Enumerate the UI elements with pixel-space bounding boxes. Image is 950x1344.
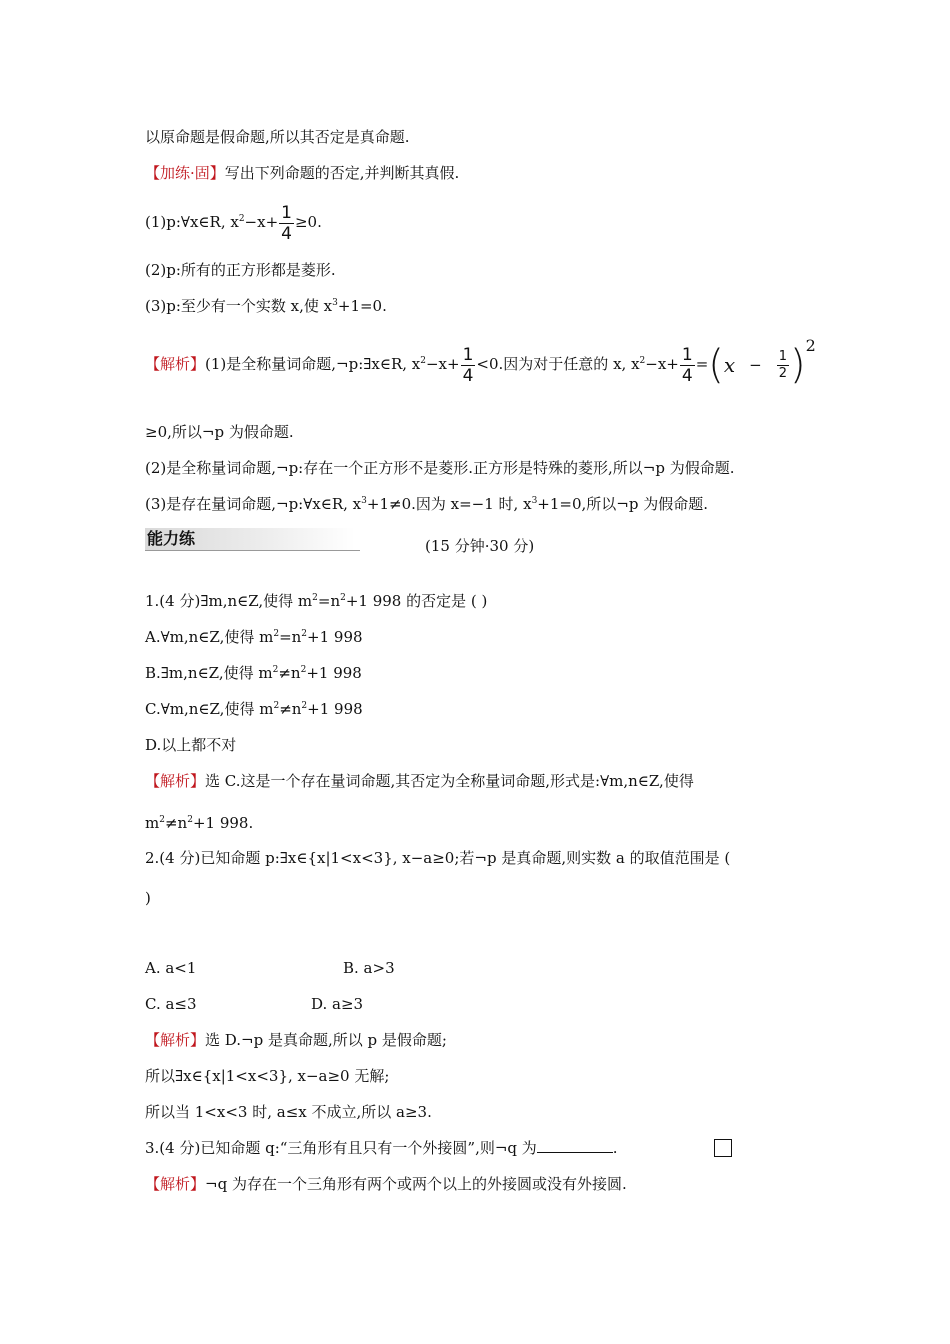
solution-3: (3)是存在量词命题,¬p:∀x∈R, $x^3+1\ne 0$.因为 x=−1 时, $x^3+1=0$,所以¬p 为假命题. bbox=[145, 495, 708, 513]
section-banner bbox=[145, 528, 365, 552]
text: = bbox=[695, 355, 709, 373]
answer-checkbox[interactable] bbox=[714, 1139, 732, 1157]
option-c: C.∀m,n∈Z,使得 $m^2\ne n^2+1$ 998 bbox=[145, 700, 363, 718]
option-a: A. a<1 bbox=[145, 959, 197, 977]
text: −x+ bbox=[425, 355, 460, 373]
text: +1=0. bbox=[337, 297, 387, 315]
superscript: 2 bbox=[420, 356, 426, 366]
answer-2: 【解析】选 D.¬p 是真命题,所以 p 是假命题; bbox=[145, 1031, 447, 1049]
option-b: B. a>3 bbox=[343, 959, 395, 977]
fraction-one-quarter: $\frac{1}{4}$ bbox=[681, 344, 693, 386]
question-3: 3.(4 分)已知命题 q:“三角形有且只有一个外接圆”,则¬q 为 . bbox=[145, 1139, 618, 1157]
answer-1-cont: $m^2\ne n^2+1$ 998. bbox=[145, 814, 254, 832]
proposition-1 bbox=[145, 200, 322, 244]
fraction-one-quarter: $\frac{1}{4}$ bbox=[281, 202, 292, 244]
question-2-cont: ) bbox=[145, 889, 151, 907]
answer-blank[interactable] bbox=[537, 1138, 613, 1153]
superscript: 3 bbox=[332, 298, 338, 308]
text: (1)是全称量词命题,¬p:∃x∈R, x bbox=[205, 355, 421, 373]
text: −x+ bbox=[244, 213, 279, 231]
section-meta: (15 分钟·30 分) bbox=[425, 537, 535, 555]
text-line: 以原命题是假命题,所以其否定是真命题. bbox=[145, 128, 410, 146]
proposition-3 bbox=[145, 296, 387, 316]
solution-2: (2)是全称量词命题,¬p:存在一个正方形不是菱形.正方形是特殊的菱形,所以¬p 为假命题. bbox=[145, 459, 735, 477]
superscript: 2 bbox=[805, 336, 816, 355]
option-a: A.∀m,n∈Z,使得 $m^2=n^2+1$ 998 bbox=[145, 628, 363, 646]
minus-sign: − bbox=[749, 356, 762, 374]
practice-tag: 【加练·固】 bbox=[145, 164, 225, 182]
fraction-one-quarter: $\frac{1}{4}$ bbox=[462, 344, 474, 386]
proposition-2: (2)p:所有的正方形都是菱形. bbox=[145, 261, 336, 279]
option-d: D.以上都不对 bbox=[145, 736, 237, 754]
text: (3)p:至少有一个实数 x,使 x bbox=[145, 297, 333, 315]
answer-1: 【解析】选 C.这是一个存在量词命题,其否定为全称量词命题,形式是:∀m,n∈Z,使得 bbox=[145, 772, 694, 790]
text: (1)p:∀x∈R, x bbox=[145, 213, 239, 231]
text: −x+ bbox=[645, 355, 679, 373]
right-paren: ) bbox=[790, 342, 806, 388]
superscript: 2 bbox=[639, 356, 646, 366]
text: ≥0. bbox=[294, 213, 322, 231]
answer-2-line-3: 所以当 1<x<3 时, a≤x 不成立,所以 a≥3. bbox=[145, 1103, 432, 1121]
text: <0.因为对于任意的 x, x bbox=[476, 355, 640, 373]
left-paren: ( bbox=[708, 342, 724, 388]
solution-1-tail: ≥0,所以¬p 为假命题. bbox=[145, 423, 294, 441]
option-d: D. a≥3 bbox=[311, 995, 364, 1013]
option-b: B.∃m,n∈Z,使得 $m^2\ne n^2+1$ 998 bbox=[145, 664, 362, 682]
solution-tag: 【解析】 bbox=[145, 355, 206, 373]
fraction-one-half: $\frac{1}{2}$ bbox=[778, 348, 788, 381]
answer-3: 【解析】¬q 为存在一个三角形有两个或两个以上的外接圆或没有外接圆. bbox=[145, 1175, 627, 1193]
variable-x: x bbox=[723, 353, 736, 377]
section-title: 能力练 bbox=[147, 529, 196, 548]
solution-1 bbox=[145, 336, 816, 389]
option-c: C. a≤3 bbox=[145, 995, 197, 1013]
superscript: 2 bbox=[238, 214, 245, 224]
question-2: 2.(4 分)已知命题 p:∃x∈{x|1<x<3}, x−a≥0;若¬p 是真命题,则实数 a 的取值范围是 ( bbox=[145, 849, 731, 867]
practice-text: 写出下列命题的否定,并判断其真假. bbox=[224, 164, 460, 182]
answer-2-line-2: 所以∃x∈{x|1<x<3}, x−a≥0 无解; bbox=[145, 1067, 390, 1085]
banner-underline bbox=[145, 550, 360, 551]
question-1: 1.(4 分)∃m,n∈Z,使得 $m^2=n^2+1$ 998 的否定是 ( ) bbox=[145, 592, 488, 610]
practice-heading bbox=[145, 163, 459, 183]
